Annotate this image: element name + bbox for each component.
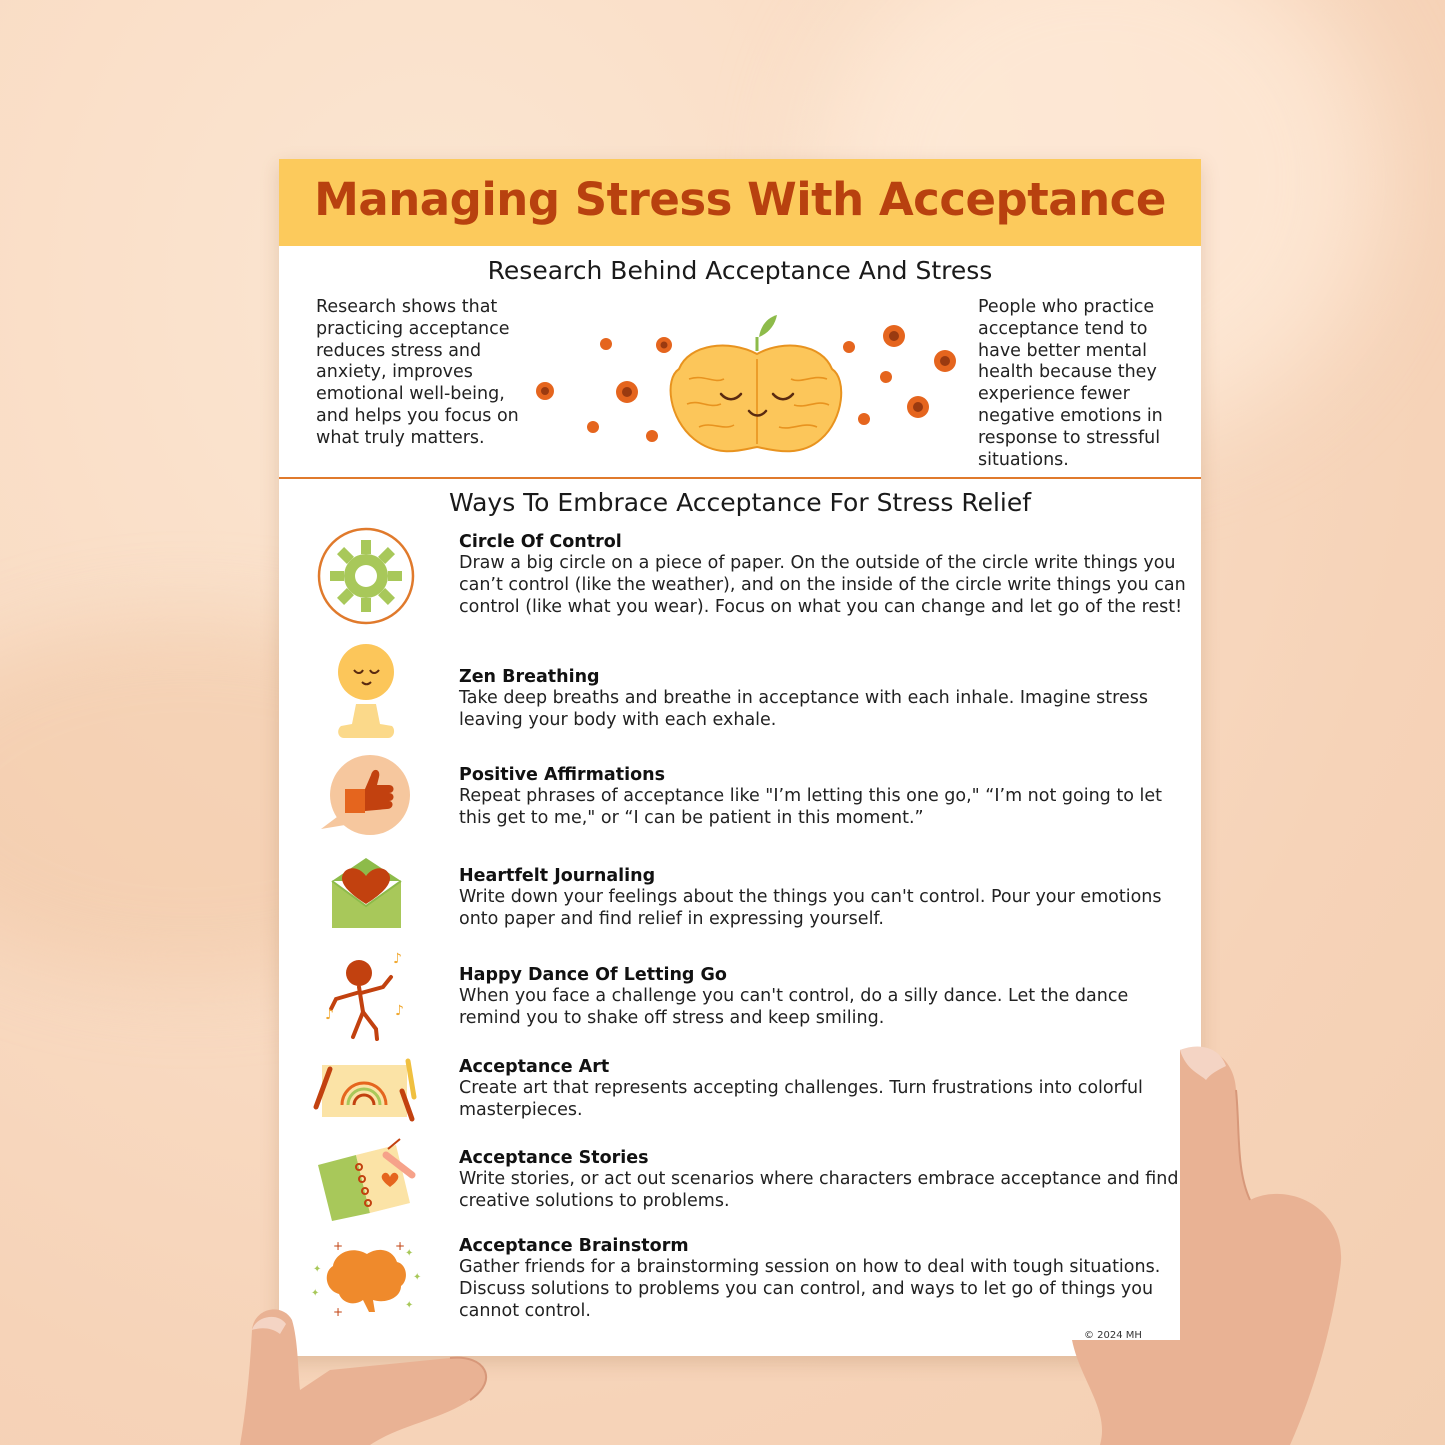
item-title: Happy Dance Of Letting Go — [459, 965, 727, 985]
svg-text:♪: ♪ — [325, 1007, 334, 1023]
heart-envelope-icon — [329, 856, 404, 931]
item-text: Draw a big circle on a piece of paper. On the outside of the circle write things you can’t control (like the weather), and on the inside of the circle write things you can control (like what you wear). Focus on what you can change and let go of the rest! — [459, 553, 1186, 617]
meditating-person-icon — [334, 642, 399, 742]
list-item-positive-affirmations — [459, 764, 1194, 830]
item-text: Gather friends for a brainstorming session on how to deal with tough situations. Discuss solutions to problems you can control, and ways to let go of things you cannot control. — [459, 1257, 1161, 1321]
svg-text:✦: ✦ — [405, 1300, 414, 1311]
section-divider — [279, 477, 1201, 479]
svg-text:♪: ♪ — [395, 1003, 404, 1019]
svg-text:✦: ✦ — [313, 1264, 322, 1275]
item-text: Take deep breaths and breathe in acceptance with each inhale. Imagine stress leaving your body with each exhale. — [459, 688, 1148, 730]
smiling-brain-icon — [529, 309, 959, 459]
svg-text:+: + — [395, 1239, 406, 1253]
right-hand-image — [1060, 1040, 1360, 1445]
item-title: Acceptance Brainstorm — [459, 1236, 689, 1256]
dancing-figure-icon — [321, 947, 411, 1042]
svg-text:♪: ♪ — [393, 951, 402, 967]
svg-text:✦: ✦ — [405, 1248, 414, 1259]
list-item-zen-breathing — [459, 666, 1194, 732]
ways-heading: Ways To Embrace Acceptance For Stress Relief — [448, 488, 1032, 517]
item-title: Zen Breathing — [459, 667, 600, 687]
notebook-pencil-icon — [314, 1137, 419, 1222]
research-right-text: People who practice acceptance tend to have better mental health because they experience fewer negative emotions in response to stressful situations. — [978, 297, 1163, 470]
gear-circle-icon — [316, 526, 416, 626]
item-title: Heartfelt Journaling — [459, 866, 656, 886]
page-title: Managing Stress With Acceptance — [314, 173, 1166, 226]
item-title: Acceptance Stories — [459, 1148, 649, 1168]
thumbs-up-bubble-icon — [319, 755, 414, 840]
svg-text:✦: ✦ — [311, 1288, 320, 1299]
list-item-happy-dance — [459, 964, 1194, 1030]
item-title: Circle Of Control — [459, 532, 622, 552]
item-text: Create art that represents accepting challenges. Turn frustrations into colorful masterpieces. — [459, 1078, 1143, 1120]
svg-text:✦: ✦ — [413, 1272, 422, 1283]
list-item-heartfelt-journaling — [459, 865, 1194, 931]
research-left-text: Research shows that practicing acceptance reduces stress and anxiety, improves emotional well-being, and helps you focus on what truly matters. — [316, 297, 519, 448]
item-text: Repeat phrases of acceptance like "I’m letting this one go," “I’m not going to let this get to me," or “I can be patient in this moment.” — [459, 786, 1162, 828]
list-item-circle-of-control — [459, 531, 1194, 618]
left-hand-image — [200, 1290, 520, 1445]
item-title: Positive Affirmations — [459, 765, 665, 785]
item-text: Write down your feelings about the things you can't control. Pour your emotions onto paper and find relief in expressing yourself. — [459, 887, 1162, 929]
rainbow-drawing-icon — [312, 1057, 417, 1127]
svg-text:+: + — [333, 1305, 344, 1319]
research-heading: Research Behind Acceptance And Stress — [487, 256, 993, 285]
item-title: Acceptance Art — [459, 1057, 610, 1077]
item-text: When you face a challenge you can't control, do a silly dance. Let the dance remind you to shake off stress and keep smiling. — [459, 986, 1129, 1028]
item-text: Write stories, or act out scenarios where characters embrace acceptance and find creative solutions to problems. — [459, 1169, 1179, 1211]
title-band — [279, 159, 1201, 246]
copyright-text: © 2024 MH — [1084, 1330, 1142, 1341]
svg-text:+: + — [333, 1239, 344, 1253]
